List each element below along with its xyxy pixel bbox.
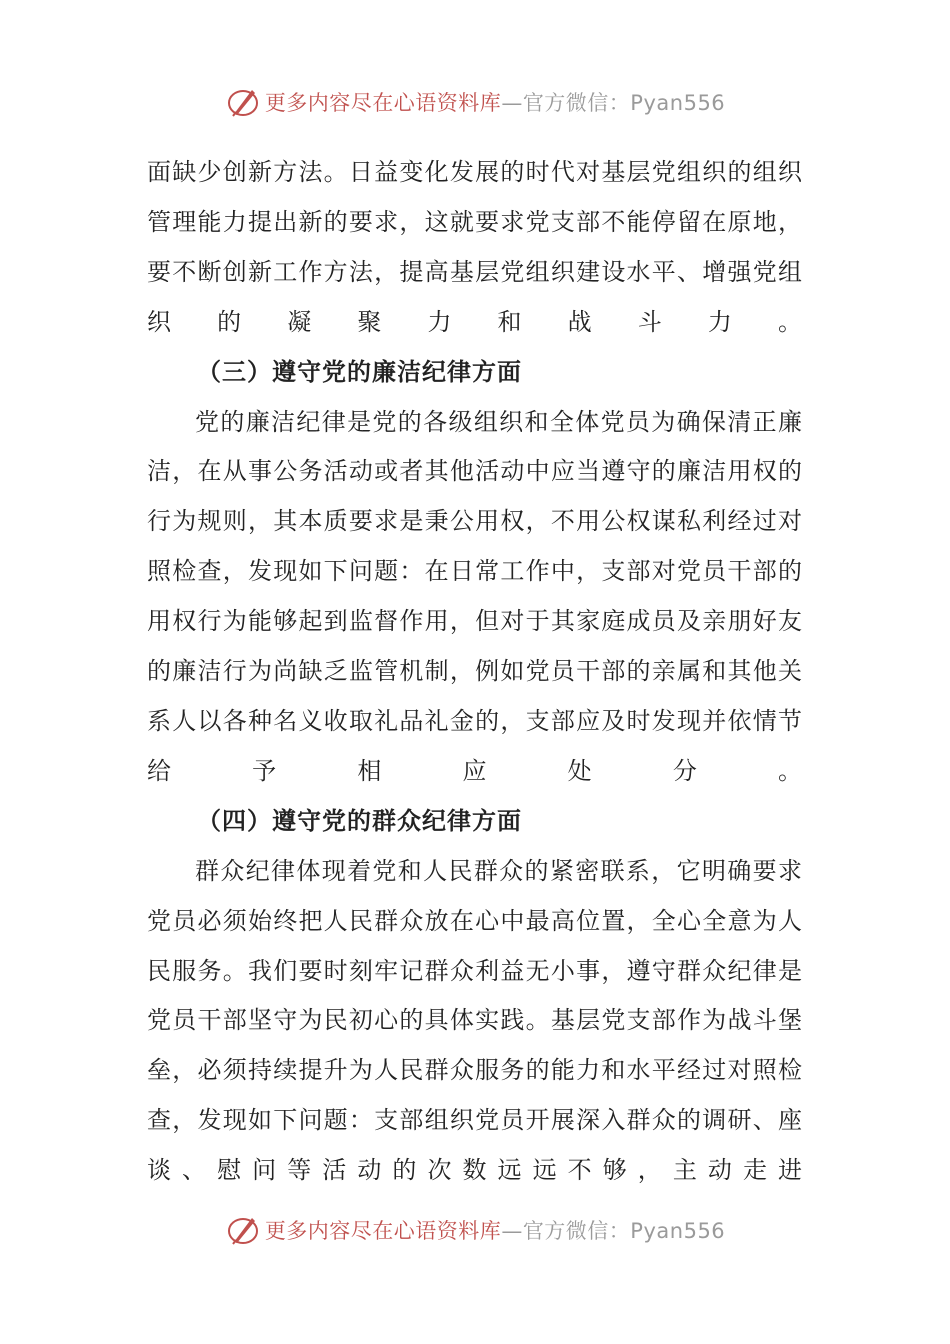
header-watermark bbox=[0, 84, 950, 120]
section-heading-3: （三）遵守党的廉洁纪律方面 bbox=[197, 357, 522, 386]
footer-wechat-text: —官方微信：Pyan556 bbox=[501, 1219, 726, 1243]
footer-watermark bbox=[0, 1212, 950, 1248]
paragraph-1: 面缺少创新方法。日益变化发展的时代对基层党组织的组织管理能力提出新的要求，这就要求党支部不能停留在原地，要不断创新工作方法，提高基层党组织建设水平、增强党组织的凝聚力和战斗力。 bbox=[147, 158, 803, 336]
header-wechat-text: —官方微信：Pyan556 bbox=[501, 91, 726, 115]
quill-pen-logo-icon bbox=[225, 1212, 261, 1248]
paragraph-2: 党的廉洁纪律是党的各级组织和全体党员为确保清正廉洁，在从事公务活动或者其他活动中应当遵守的廉洁用权的行为规则，其本质要求是秉公用权，不用公权谋私利经过对照检查，发现如下问题：在日常工作中，支部对党员干部的用权行为能够起到监督作用，但对于其家庭成员及亲朋好友的廉洁行为尚缺乏监管机制，例如党员干部的亲属和其他关系人以各种名义收取礼品礼金的，支部应及时发现并依情节给予相应处分。 bbox=[147, 407, 803, 785]
footer-site-text: 更多内容尽在心语资料库 bbox=[264, 1219, 502, 1243]
quill-pen-logo-icon bbox=[225, 84, 261, 120]
paragraph-3: 群众纪律体现着党和人民群众的紧密联系，它明确要求党员必须始终把人民群众放在心中最高位置，全心全意为人民服务。我们要时刻牢记群众利益无小事，遵守群众纪律是党员干部坚守为民初心的具体实践。基层党支部作为战斗堡垒，必须持续提升为人民群众服务的能力和水平经过对照检查，发现如下问题：支部组织党员开展深入群众的调研、座谈、慰问等活动的次数远远不够，主动走进 bbox=[147, 856, 803, 1185]
header-site-text: 更多内容尽在心语资料库 bbox=[264, 91, 502, 115]
document-body bbox=[147, 148, 803, 1196]
section-heading-4: （四）遵守党的群众纪律方面 bbox=[197, 806, 522, 835]
